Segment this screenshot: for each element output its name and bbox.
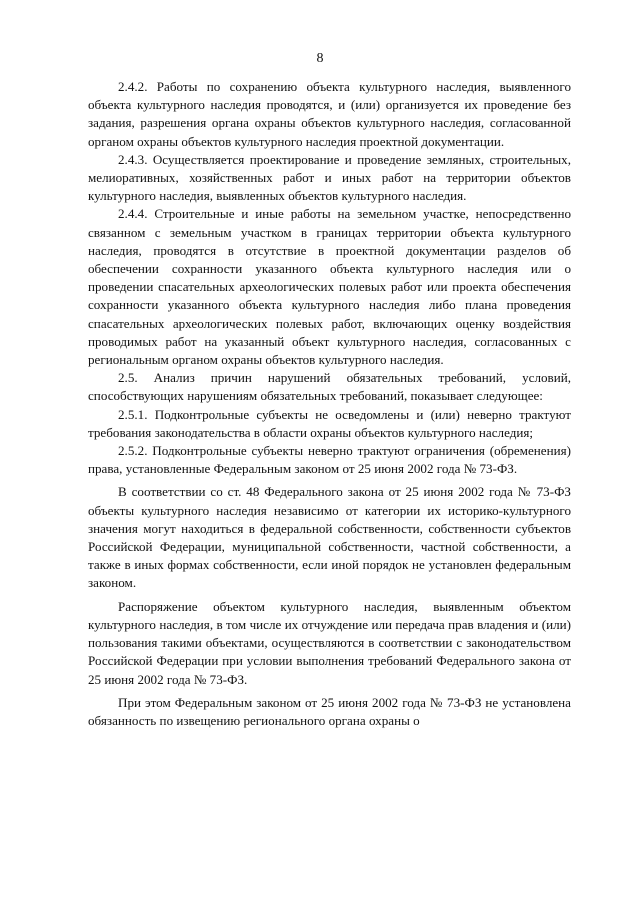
paragraph-2-5-1: 2.5.1. Подконтрольные субъекты не осведомлены и (или) неверно трактуют требования законодательства в области охраны объектов культурного наследия; <box>88 406 571 440</box>
page-number: 8 <box>316 51 324 66</box>
document-body <box>88 78 571 730</box>
paragraph-2-5-2: 2.5.2. Подконтрольные субъекты неверно трактуют ограничения (обременения) права, установленные Федеральным законом от 25 июня 2002 года № 73-ФЗ. <box>88 443 571 477</box>
paragraph-2-4-4: 2.4.4. Строительные и иные работы на земельном участке, непосредственно связанном с земельным участком в границах территории объекта культурного наследия, проводятся в отсутствие в проектной документации разделов об обеспечении сохранности указанного объекта культурного наследия или о проведении спасательных археологических полевых работ или проекта обеспечения сохранности указанного объекта культурного наследия либо плана проведения спасательных археологических полевых работ, включающих оценку воздействия проводимых работ на указанный объект культурного наследия, согласованных с региональным органом охраны объектов культурного наследия. <box>88 206 571 368</box>
paragraph-2-5: 2.5. Анализ причин нарушений обязательных требований, условий, способствующих нарушениям обязательных требований, показывает следующее: <box>88 370 571 404</box>
paragraph-2-4-3: 2.4.3. Осуществляется проектирование и проведение земляных, строительных, мелиоративных, хозяйственных работ и иных работ на территории объектов культурного наследия, выявленных объектов культурного наследия. <box>88 151 571 204</box>
paragraph-article-48: В соответствии со ст. 48 Федерального закона от 25 июня 2002 года № 73-ФЗ объекты культурного наследия независимо от категории их историко-культурного значения могут находиться в федеральной собственности, собственности субъектов Российской Федерации, муниципальной собственности, частной собственности, а также в иных формах собственности, если иной порядок не установлен федеральным законом. <box>88 484 571 591</box>
paragraph-disposal: Распоряжение объектом культурного наследия, выявленным объектом культурного наследия, в том числе их отчуждение или передача прав владения и (или) пользования такими объектами, осуществляются в соответствии с законодательством Российской Федерации при условии выполнения требований Федерального закона от 25 июня 2002 года № 73-ФЗ. <box>88 598 571 687</box>
paragraph-2-4-2: 2.4.2. Работы по сохранению объекта культурного наследия, выявленного объекта культурного наследия проводятся, и (или) организуется их проведение без задания, разрешения органа охраны объектов культурного наследия, согласованной органом охраны объектов культурного наследия проектной документации. <box>88 79 571 149</box>
paragraph-notification: При этом Федеральным законом от 25 июня 2002 года № 73-ФЗ не установлена обязанность по извещению регионального органа охраны о <box>88 694 571 728</box>
